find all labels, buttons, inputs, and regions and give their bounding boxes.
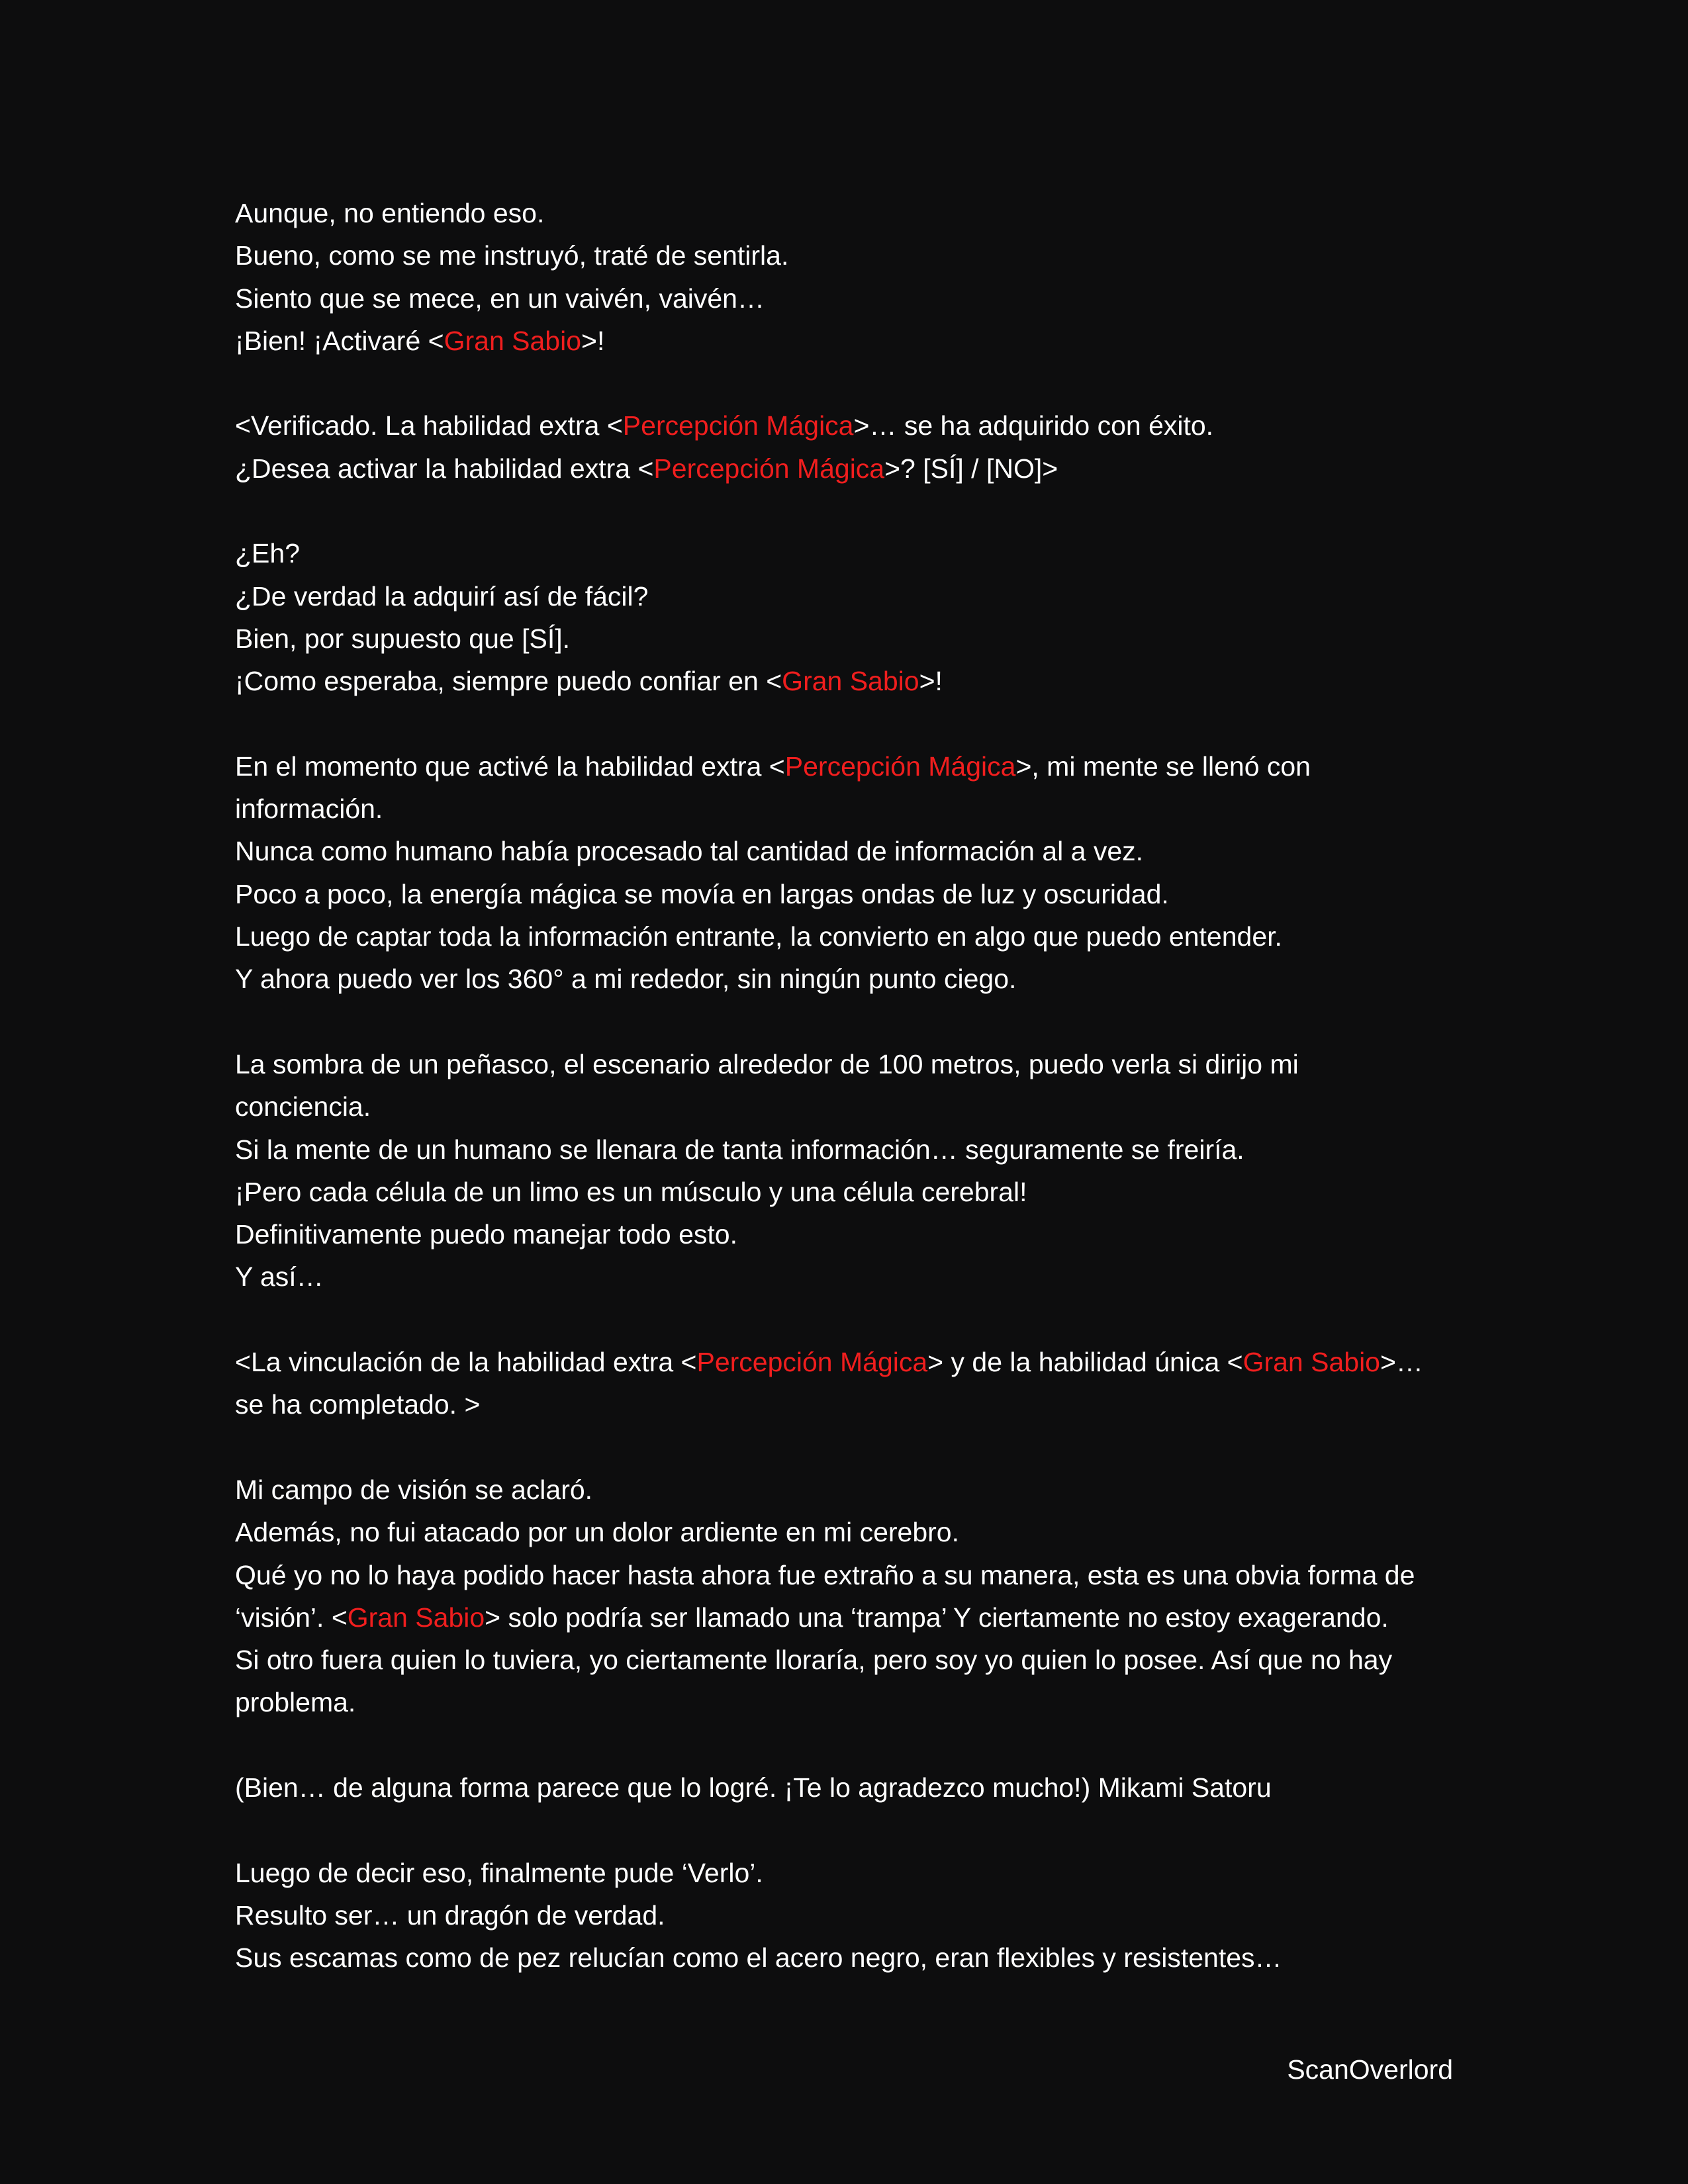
text-segment: Definitivamente puedo manejar todo esto. xyxy=(235,1219,737,1250)
text-line xyxy=(235,1766,1460,1809)
text-segment: >! xyxy=(581,325,605,356)
text-line xyxy=(235,830,1460,872)
text-line xyxy=(235,532,1460,574)
text-line xyxy=(235,1894,1460,1936)
skill-name-highlight: Percepción Mágica xyxy=(653,453,885,484)
text-segment: > solo podría ser llamado una ‘trampa’ Y ciertamente no estoy exagerando. xyxy=(485,1602,1389,1633)
text-segment: Aunque, no entiendo eso. xyxy=(235,198,545,228)
text-line xyxy=(235,958,1460,1000)
text-segment: información. xyxy=(235,794,383,825)
text-segment: Y así… xyxy=(235,1261,324,1293)
blank-line xyxy=(235,1724,1460,1766)
text-segment: Luego de decir eso, finalmente pude ‘Verlo’. xyxy=(235,1857,763,1888)
skill-name-highlight: Gran Sabio xyxy=(444,325,581,356)
text-line xyxy=(235,1043,1460,1085)
text-segment: conciencia. xyxy=(235,1091,371,1122)
text-segment: Bueno, como se me instruyó, traté de sentirla. xyxy=(235,240,789,271)
text-line xyxy=(235,915,1460,958)
text-segment: se ha completado. > xyxy=(235,1389,481,1420)
blank-line xyxy=(235,490,1460,532)
blank-line xyxy=(235,362,1460,404)
blank-line xyxy=(235,1426,1460,1469)
skill-name-highlight: Gran Sabio xyxy=(347,1602,485,1633)
text-line xyxy=(235,447,1460,490)
skill-name-highlight: Gran Sabio xyxy=(782,666,919,697)
text-segment: Nunca como humano había procesado tal cantidad de información al a vez. xyxy=(235,836,1144,867)
text-line xyxy=(235,660,1460,702)
text-segment: >! xyxy=(919,666,943,697)
skill-name-highlight: Percepción Mágica xyxy=(784,751,1016,782)
text-segment: >? [SÍ] / [NO]> xyxy=(884,453,1058,484)
text-segment: ‘visión’. < xyxy=(235,1602,348,1633)
text-line xyxy=(235,1171,1460,1213)
text-segment: > y de la habilidad única < xyxy=(927,1347,1243,1378)
text-segment: ¿De verdad la adquirí así de fácil? xyxy=(235,580,649,612)
text-line xyxy=(235,788,1460,830)
text-segment: Siento que se mece, en un vaivén, vaivén… xyxy=(235,283,765,314)
blank-line xyxy=(235,1001,1460,1043)
text-segment: ¿Eh? xyxy=(235,538,300,569)
text-line xyxy=(235,320,1460,362)
blank-line xyxy=(235,703,1460,745)
text-segment: ¡Bien! ¡Activaré < xyxy=(235,325,444,356)
skill-name-highlight: Gran Sabio xyxy=(1243,1347,1380,1378)
text-segment: <Verificado. La habilidad extra < xyxy=(235,410,623,441)
text-line xyxy=(235,234,1460,277)
text-line xyxy=(235,1469,1460,1511)
text-segment: Poco a poco, la energía mágica se movía en largas ondas de luz y oscuridad. xyxy=(235,878,1169,909)
text-line xyxy=(235,1936,1460,1979)
text-line xyxy=(235,1128,1460,1171)
text-segment: Y ahora puedo ver los 360° a mi rededor, sin ningún punto ciego. xyxy=(235,964,1017,995)
text-segment: >… xyxy=(1380,1347,1423,1378)
text-segment: ¡Como esperaba, siempre puedo confiar en < xyxy=(235,666,782,697)
text-segment: Sus escamas como de pez relucían como el acero negro, eran flexibles y resistentes… xyxy=(235,1942,1282,1974)
skill-name-highlight: Percepción Mágica xyxy=(696,1347,928,1378)
text-line xyxy=(235,1681,1460,1723)
text-line xyxy=(235,1341,1460,1383)
text-line xyxy=(235,1511,1460,1553)
text-segment: ¡Pero cada célula de un limo es un músculo y una célula cerebral! xyxy=(235,1176,1027,1207)
text-segment: <La vinculación de la habilidad extra < xyxy=(235,1347,697,1378)
text-segment: La sombra de un peñasco, el escenario alrededor de 100 metros, puedo verla si dirijo mi xyxy=(235,1048,1299,1079)
text-segment: Luego de captar toda la información entrante, la convierto en algo que puedo entender. xyxy=(235,921,1282,952)
text-line xyxy=(235,745,1460,788)
skill-name-highlight: Percepción Mágica xyxy=(622,410,854,441)
text-line xyxy=(235,617,1460,660)
text-segment: Además, no fui atacado por un dolor ardiente en mi cerebro. xyxy=(235,1517,959,1548)
text-segment: (Bien… de alguna forma parece que lo logré. ¡Te lo agradezco mucho!) Mikami Satoru xyxy=(235,1772,1272,1803)
text-line xyxy=(235,1596,1460,1639)
text-line xyxy=(235,575,1460,617)
text-segment: Si la mente de un humano se llenara de tanta información… seguramente se freiría. xyxy=(235,1134,1244,1165)
text-segment: ¿Desea activar la habilidad extra < xyxy=(235,453,654,484)
text-segment: Mi campo de visión se aclaró. xyxy=(235,1474,593,1505)
text-line xyxy=(235,1085,1460,1128)
text-line xyxy=(235,404,1460,447)
text-line xyxy=(235,1213,1460,1255)
text-line xyxy=(235,1255,1460,1298)
text-segment: problema. xyxy=(235,1687,356,1718)
text-line xyxy=(235,1639,1460,1681)
text-segment: En el momento que activé la habilidad extra < xyxy=(235,751,785,782)
text-segment: >, mi mente se llenó con xyxy=(1015,751,1311,782)
text-line xyxy=(235,873,1460,915)
document-body xyxy=(235,192,1460,1979)
text-line xyxy=(235,277,1460,320)
text-line xyxy=(235,1554,1460,1596)
text-line xyxy=(235,192,1460,234)
text-segment: Qué yo no lo haya podido hacer hasta ahora fue extraño a su manera, esta es una obvia forma de xyxy=(235,1559,1415,1590)
text-segment: >… se ha adquirido con éxito. xyxy=(853,410,1214,441)
text-segment: Si otro fuera quien lo tuviera, yo ciertamente lloraría, pero soy yo quien lo posee. Así que no hay xyxy=(235,1645,1393,1676)
blank-line xyxy=(235,1298,1460,1341)
blank-line xyxy=(235,1809,1460,1851)
text-segment: Bien, por supuesto que [SÍ]. xyxy=(235,623,570,654)
scan-credit: ScanOverlord xyxy=(1287,2054,1453,2085)
text-line xyxy=(235,1852,1460,1894)
text-segment: Resulto ser… un dragón de verdad. xyxy=(235,1899,665,1931)
text-line xyxy=(235,1383,1460,1426)
